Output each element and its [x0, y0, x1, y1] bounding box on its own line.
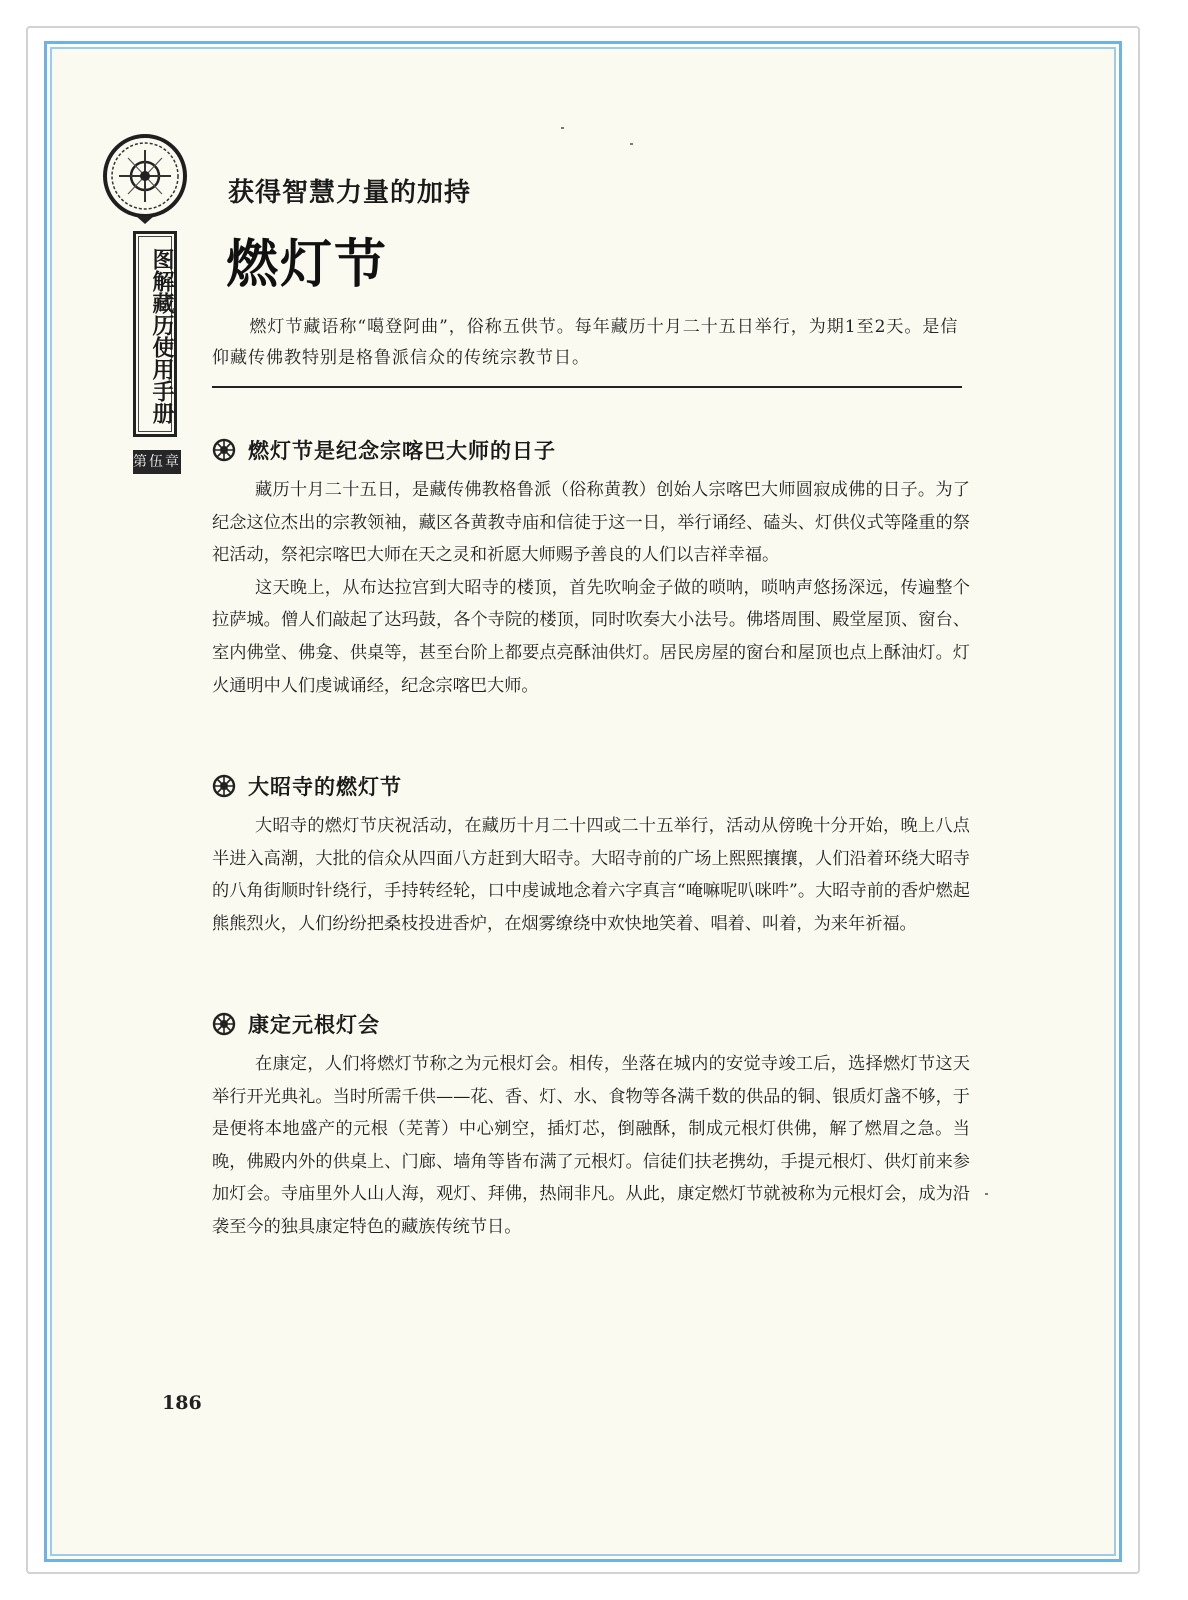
- section-2: [212, 768, 970, 940]
- chapter-label: 第伍章: [133, 450, 181, 474]
- book-title: 图解藏历使用手册: [149, 248, 175, 424]
- section-heading: [212, 1006, 970, 1042]
- book-title-box: [133, 231, 177, 437]
- section-title: 大昭寺的燃灯节: [248, 775, 402, 799]
- page-number: 186: [162, 1392, 202, 1414]
- intro-paragraph: 燃灯节藏语称“噶登阿曲”，俗称五供节。每年藏历十月二十五日举行，为期1至2天。是信仰藏传佛教特别是格鲁派信众的传统宗教节日。: [212, 317, 959, 368]
- scan-speck: [985, 1193, 988, 1195]
- dharma-wheel-icon: [212, 1012, 236, 1036]
- body-paragraph: 大昭寺的燃灯节庆祝活动，在藏历十月二十四或二十五举行，活动从傍晚十分开始，晚上八点半进入高潮，大批的信众从四面八方赶到大昭寺。大昭寺前的广场上熙熙攘攘，人们沿着环绕大昭寺的八角街顺时针绕行，手持转经轮，口中虔诚地念着六字真言“唵嘛呢叭咪吽”。大昭寺前的香炉燃起熊熊烈火，人们纷纷把桑枝投进香炉，在烟雾缭绕中欢快地笑着、唱着、叫着，为来年祈福。: [212, 816, 970, 934]
- dharma-wheel-icon: [212, 438, 236, 462]
- body-paragraph: 在康定，人们将燃灯节称之为元根灯会。相传，坐落在城内的安觉寺竣工后，选择燃灯节这天举行开光典礼。当时所需千供——花、香、灯、水、食物等各满千数的供品的铜、银质灯盏不够，于是便将本地盛产的元根（芜菁）中心剜空，插灯芯，倒融酥，制成元根灯供佛，解了燃眉之急。当晚，佛殿内外的供桌上、门廊、墙角等皆布满了元根灯。信徒们扶老携幼，手提元根灯、供灯前来参加灯会。寺庙里外人山人海，观灯、拜佛，热闹非凡。从此，康定燃灯节就被称为元根灯会，成为沿袭至今的独具康定特色的藏族传统节日。: [212, 1054, 970, 1237]
- seal-emblem-icon: [100, 130, 190, 224]
- body-paragraph: 这天晚上，从布达拉宫到大昭寺的楼顶，首先吹响金子做的唢呐，唢呐声悠扬深远，传遍整个拉萨城。僧人们敲起了达玛鼓，各个寺院的楼顶，同时吹奏大小法号。佛塔周围、殿堂屋顶、窗台、室内佛堂、佛龛、供桌等，甚至台阶上都要点亮酥油供灯。居民房屋的窗台和屋顶也点上酥油灯。灯火通明中人们虔诚诵经，纪念宗喀巴大师。: [212, 577, 970, 696]
- section-3: [212, 1006, 970, 1244]
- section-title: 康定元根灯会: [248, 1013, 380, 1037]
- section-heading: [212, 768, 970, 804]
- section-1: [212, 432, 970, 702]
- section-heading: [212, 432, 970, 468]
- divider-rule: [212, 386, 962, 388]
- page-title: 燃灯节: [226, 234, 389, 295]
- dharma-wheel-icon: [212, 774, 236, 798]
- scan-speck: [630, 143, 633, 145]
- section-title: 燃灯节是纪念宗喀巴大师的日子: [248, 439, 556, 463]
- scan-speck: [561, 127, 564, 129]
- body-paragraph: 藏历十月二十五日，是藏传佛教格鲁派（俗称黄教）创始人宗喀巴大师圆寂成佛的日子。为了纪念这位杰出的宗教领袖，藏区各黄教寺庙和信徒于这一日，举行诵经、磕头、灯供仪式等隆重的祭祀活动，祭祀宗喀巴大师在天之灵和祈愿大师赐予善良的人们以吉祥幸福。: [212, 480, 970, 566]
- page-subtitle: 获得智慧力量的加持: [228, 178, 472, 208]
